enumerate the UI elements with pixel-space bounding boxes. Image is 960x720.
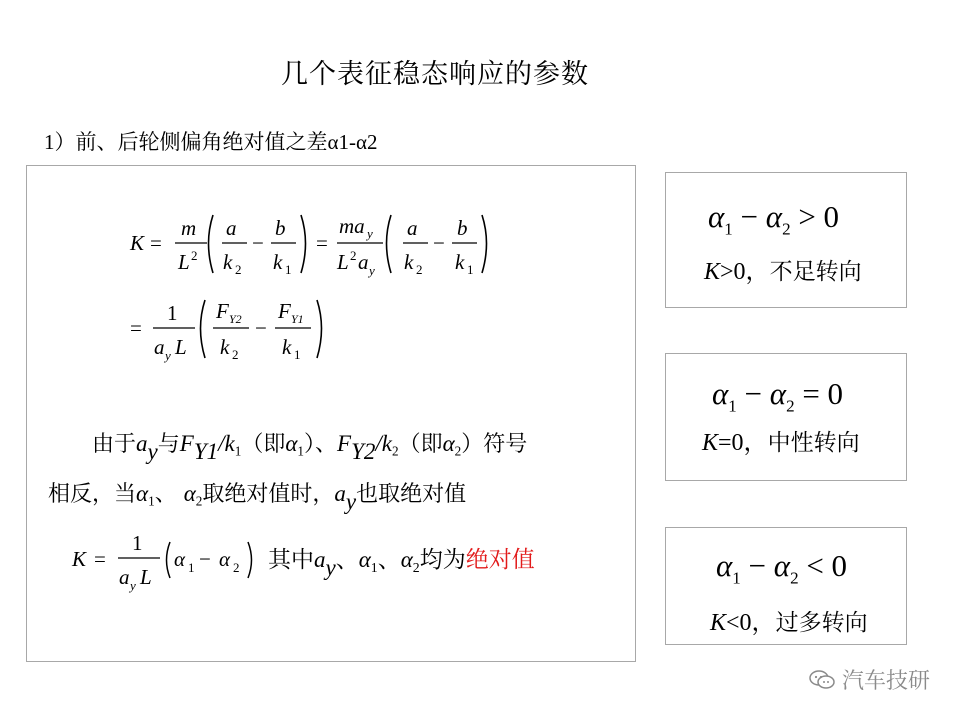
case-box-oversteer (665, 527, 907, 645)
svg-text:2: 2 (232, 347, 239, 362)
svg-text:2: 2 (233, 560, 240, 575)
svg-text:2: 2 (235, 262, 242, 277)
svg-text:1: 1 (294, 347, 301, 362)
watermark-text: 汽车技研 (841, 669, 930, 694)
svg-text:L: L (178, 250, 190, 274)
slide-subtitle (44, 126, 378, 156)
svg-text:=: = (316, 231, 328, 255)
svg-text:F: F (278, 299, 291, 323)
svg-text:y: y (130, 578, 136, 593)
formula-k-slip-angle (68, 528, 268, 598)
svg-text:k: k (273, 250, 283, 274)
svg-text:2: 2 (191, 248, 198, 263)
explanation-line-2: 相反，当$\alpha_1$、 $\alpha_2$取绝对值时，$a_y$也取绝对值 (48, 481, 467, 515)
absolute-value-note: 其中$a_y$、$\alpha_1$、$\alpha_2$均为绝对值 (268, 547, 535, 581)
svg-text:a: a (119, 565, 130, 589)
svg-text:a: a (358, 250, 369, 274)
formula-k-definition (125, 205, 505, 287)
case-condition: $\alpha_1 - \alpha_2 > 0$ (708, 199, 840, 239)
svg-text:1: 1 (167, 301, 178, 325)
subtitle-text: 前、后轮侧偏角绝对值之差 (75, 130, 328, 154)
svg-text:−: − (252, 231, 264, 255)
svg-text:=: = (94, 547, 106, 571)
svg-text:a: a (226, 216, 237, 240)
explanation-line-1: 由于$a_y$与$F_{Y1}/k_1$（即$\alpha_1$）、$F_{Y2}/k_2$（即$\alpha_2$）符号 (92, 431, 528, 465)
slide-title: 几个表征稳态响应的参数 (281, 59, 589, 90)
svg-text:2: 2 (416, 262, 423, 277)
svg-text:=: = (150, 231, 162, 255)
svg-text:k: k (220, 335, 230, 359)
svg-text:L: L (337, 250, 349, 274)
svg-text:1: 1 (132, 531, 143, 555)
svg-text:1: 1 (188, 560, 195, 575)
svg-text:k: k (455, 250, 465, 274)
svg-text:2: 2 (350, 248, 357, 263)
svg-text:a: a (407, 216, 418, 240)
watermark (808, 664, 930, 695)
svg-text:−: − (255, 316, 267, 340)
svg-text:y: y (367, 226, 373, 241)
case-description: K<0，过多转向 (710, 610, 868, 636)
svg-text:a: a (154, 335, 165, 359)
svg-text:k: k (282, 335, 292, 359)
svg-text:k: k (404, 250, 414, 274)
svg-text:y: y (165, 348, 171, 363)
svg-text:=: = (130, 316, 142, 340)
case-condition: $\alpha_1 - \alpha_2 = 0$ (712, 376, 844, 416)
case-condition: $\alpha_1 - \alpha_2 < 0$ (716, 548, 848, 588)
svg-text:L: L (175, 335, 187, 359)
svg-text:L: L (140, 565, 152, 589)
svg-text:b: b (275, 216, 286, 240)
svg-text:b: b (457, 216, 468, 240)
svg-text:−: − (199, 547, 211, 571)
svg-text:K: K (72, 547, 87, 571)
svg-text:K: K (130, 231, 145, 255)
case-box-neutral (665, 353, 907, 481)
svg-text:Y2: Y2 (229, 312, 242, 326)
absolute-value-highlight: 绝对值 (465, 547, 535, 573)
subtitle-number: 1） (44, 130, 76, 154)
case-description: K>0，不足转向 (704, 259, 862, 285)
svg-text:ma: ma (339, 214, 365, 238)
svg-text:k: k (223, 250, 233, 274)
svg-text:α: α (219, 547, 231, 571)
svg-text:−: − (433, 231, 445, 255)
case-box-understeer (665, 172, 907, 308)
svg-text:F: F (216, 299, 229, 323)
svg-text:y: y (369, 263, 375, 278)
wechat-icon (808, 669, 836, 691)
svg-text:m: m (181, 216, 197, 240)
subtitle-formula: α1-α2 (327, 130, 378, 154)
svg-text:1: 1 (285, 262, 292, 277)
formula-k-forces (125, 290, 345, 372)
svg-text:α: α (174, 547, 186, 571)
svg-text:1: 1 (467, 262, 474, 277)
svg-text:Y1: Y1 (291, 312, 304, 326)
case-description: K=0，中性转向 (702, 430, 860, 456)
